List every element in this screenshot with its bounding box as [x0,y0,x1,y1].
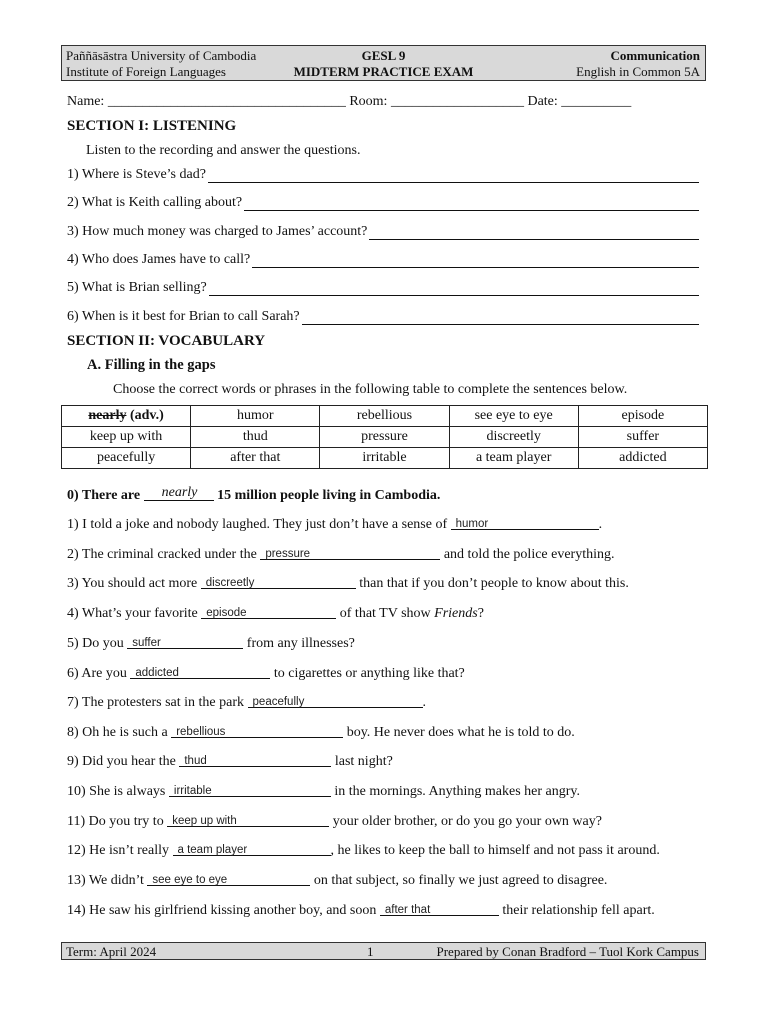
vocab-sentence-9 [67,752,393,770]
sentence-start: 3) You should act more [67,576,198,591]
sentence-end: in the mornings. Anything makes her angry. [334,784,580,799]
answer-blank[interactable] [201,604,336,619]
listening-question-6[interactable] [67,309,699,329]
listening-question-1[interactable] [67,167,699,187]
vocab-sentence-11 [67,812,602,830]
example-answer: nearly [161,485,198,500]
example-sentence [67,486,440,504]
level-name: English in Common 5A [576,64,700,79]
part-a-title: A. Filling in the gaps [87,357,216,373]
sentence-start: 1) I told a joke and nobody laughed. They just don’t have a sense of [67,517,448,532]
page-number: 1 [367,944,374,959]
answer-blank[interactable] [167,812,329,827]
subject-name: Communication [610,48,700,63]
filled-answer: humor [455,518,489,530]
name-field[interactable]: Name: __________________________________ [67,94,346,109]
vocab-sentence-3 [67,574,629,592]
sentence-end: on that subject, so finally we just agreed to disagree. [313,873,608,888]
sentence-end: and told the police everything. [443,547,615,562]
vocab-sentence-6 [67,664,465,682]
example-blank [144,486,214,501]
filled-answer: suffer [132,637,161,649]
sentence-start: 13) We didn’t [67,873,144,888]
vocab-sentence-2 [67,545,615,563]
filled-answer: irritable [173,785,212,797]
footer-prepared-by: Prepared by Conan Bradford – Tuol Kork Campus [436,944,699,959]
word-bank-cell: suffer [578,427,707,448]
sentence-start: 0) There are [67,488,141,503]
question-text: 1) Where is Steve’s dad? [67,167,206,182]
footer-term: Term: April 2024 [66,944,157,959]
word-bank-cell: thud [191,427,320,448]
vocab-sentence-12 [67,841,660,859]
word-bank-cell: keep up with [62,427,191,448]
word-bank-cell: irritable [320,448,449,469]
answer-blank[interactable] [380,901,499,916]
listening-question-3[interactable] [67,224,699,244]
word-bank-row [62,406,708,427]
filled-answer: after that [384,904,431,916]
section1-instruction: Listen to the recording and answer the questions. [86,143,361,158]
sentence-end: , he likes to keep the ball to himself and not pass it around. [330,843,660,858]
section2-title: SECTION II: VOCABULARY [67,333,266,349]
listening-question-4[interactable] [67,252,699,272]
sentence-end: from any illnesses? [246,636,355,651]
date-field[interactable]: Date: __________ [527,94,632,109]
sentence-start: 2) The criminal cracked under the [67,547,257,562]
exam-title: MIDTERM PRACTICE EXAM [293,64,474,79]
sentence-start: 14) He saw his girlfriend kissing another boy, and soon [67,903,377,918]
exam-footer [61,942,706,960]
word-bank-row [62,427,708,448]
filled-answer: peacefully [252,696,305,708]
answer-blank[interactable] [451,515,599,530]
filled-answer: discreetly [205,577,255,589]
question-mark: ? [477,606,484,621]
word-class: (adv.) [129,408,164,423]
sentence-end: your older brother, or do you go your own way? [332,814,602,829]
show-title: Friends [434,606,478,621]
university-name: Paññāsāstra University of Cambodia [66,48,257,63]
section2-instruction: Choose the correct words or phrases in the following table to complete the sentences below. [113,382,628,397]
filled-answer: see eye to eye [152,874,228,886]
sentence-end: boy. He never does what he is told to do. [346,725,575,740]
sentence-end: . [598,517,603,532]
word-bank-cell: episode [578,406,707,427]
word-bank-table [61,405,708,469]
word-bank-cell: addicted [578,448,707,469]
student-info-line [67,94,631,110]
sentence-start: 9) Did you hear the [67,754,176,769]
question-text: 6) When is it best for Brian to call Sarah? [67,309,300,324]
question-text: 4) Who does James have to call? [67,252,251,267]
word-bank-cell: rebellious [320,406,449,427]
sentence-start: 6) Are you [67,666,127,681]
exam-header [61,45,706,81]
word-bank-cell [62,406,191,427]
header-right [576,48,700,80]
answer-blank[interactable] [248,693,423,708]
word-bank-cell: a team player [449,448,578,469]
answer-blank[interactable] [127,634,243,649]
room-field[interactable]: Room: ___________________ [349,94,524,109]
word-bank-cell: humor [191,406,320,427]
sentence-end: . [422,695,427,710]
filled-answer: keep up with [172,815,237,827]
sentence-start: 8) Oh he is such a [67,725,168,740]
sentence-end: 15 million people living in Cambodia. [217,488,441,503]
filled-answer: addicted [135,667,179,679]
word-bank-cell: after that [191,448,320,469]
answer-blank[interactable] [130,664,270,679]
sentence-end: their relationship fell apart. [502,903,655,918]
sentence-end: of that TV show [339,606,431,621]
sentence-start: 11) Do you try to [67,814,164,829]
vocab-sentence-8 [67,723,575,741]
answer-blank[interactable] [173,841,331,856]
sentence-start: 5) Do you [67,636,124,651]
answer-blank[interactable] [147,871,310,886]
word-bank-cell: discreetly [449,427,578,448]
vocab-sentence-5 [67,634,355,652]
sentence-start: 7) The protesters sat in the park [67,695,245,710]
word-bank-cell: peacefully [62,448,191,469]
sentence-start: 12) He isn’t really [67,843,169,858]
sentence-end: last night? [334,754,393,769]
vocab-sentence-7 [67,693,426,711]
vocab-sentence-13 [67,871,607,889]
filled-answer: rebellious [176,726,226,738]
sentence-end: to cigarettes or anything like that? [273,666,465,681]
section1-title: SECTION I: LISTENING [67,118,237,134]
answer-blank[interactable] [171,723,343,738]
question-text: 2) What is Keith calling about? [67,195,243,210]
course-code: GESL 9 [361,48,406,63]
question-text: 5) What is Brian selling? [67,280,207,295]
example-word: nearly [88,408,127,423]
sentence-start: 4) What’s your favorite [67,606,198,621]
sentence-end: than that if you don’t people to know about this. [359,576,629,591]
answer-blank[interactable] [179,752,331,767]
word-bank-cell: see eye to eye [449,406,578,427]
institute-name: Institute of Foreign Languages [66,64,226,79]
word-bank-row [62,448,708,469]
sentence-start: 10) She is always [67,784,166,799]
filled-answer: a team player [177,844,248,856]
answer-blank[interactable] [201,574,356,589]
vocab-sentence-14 [67,901,655,919]
filled-answer: thud [184,755,207,767]
vocab-sentence-1 [67,515,602,533]
word-bank-cell: pressure [320,427,449,448]
answer-blank[interactable] [260,545,440,560]
question-text: 3) How much money was charged to James’ account? [67,224,368,239]
listening-question-5[interactable] [67,280,699,300]
listening-question-2[interactable] [67,195,699,215]
answer-blank[interactable] [169,782,331,797]
vocab-sentence-10 [67,782,580,800]
vocab-sentence-4 [67,604,484,622]
filled-answer: pressure [265,548,311,560]
filled-answer: episode [206,607,247,619]
